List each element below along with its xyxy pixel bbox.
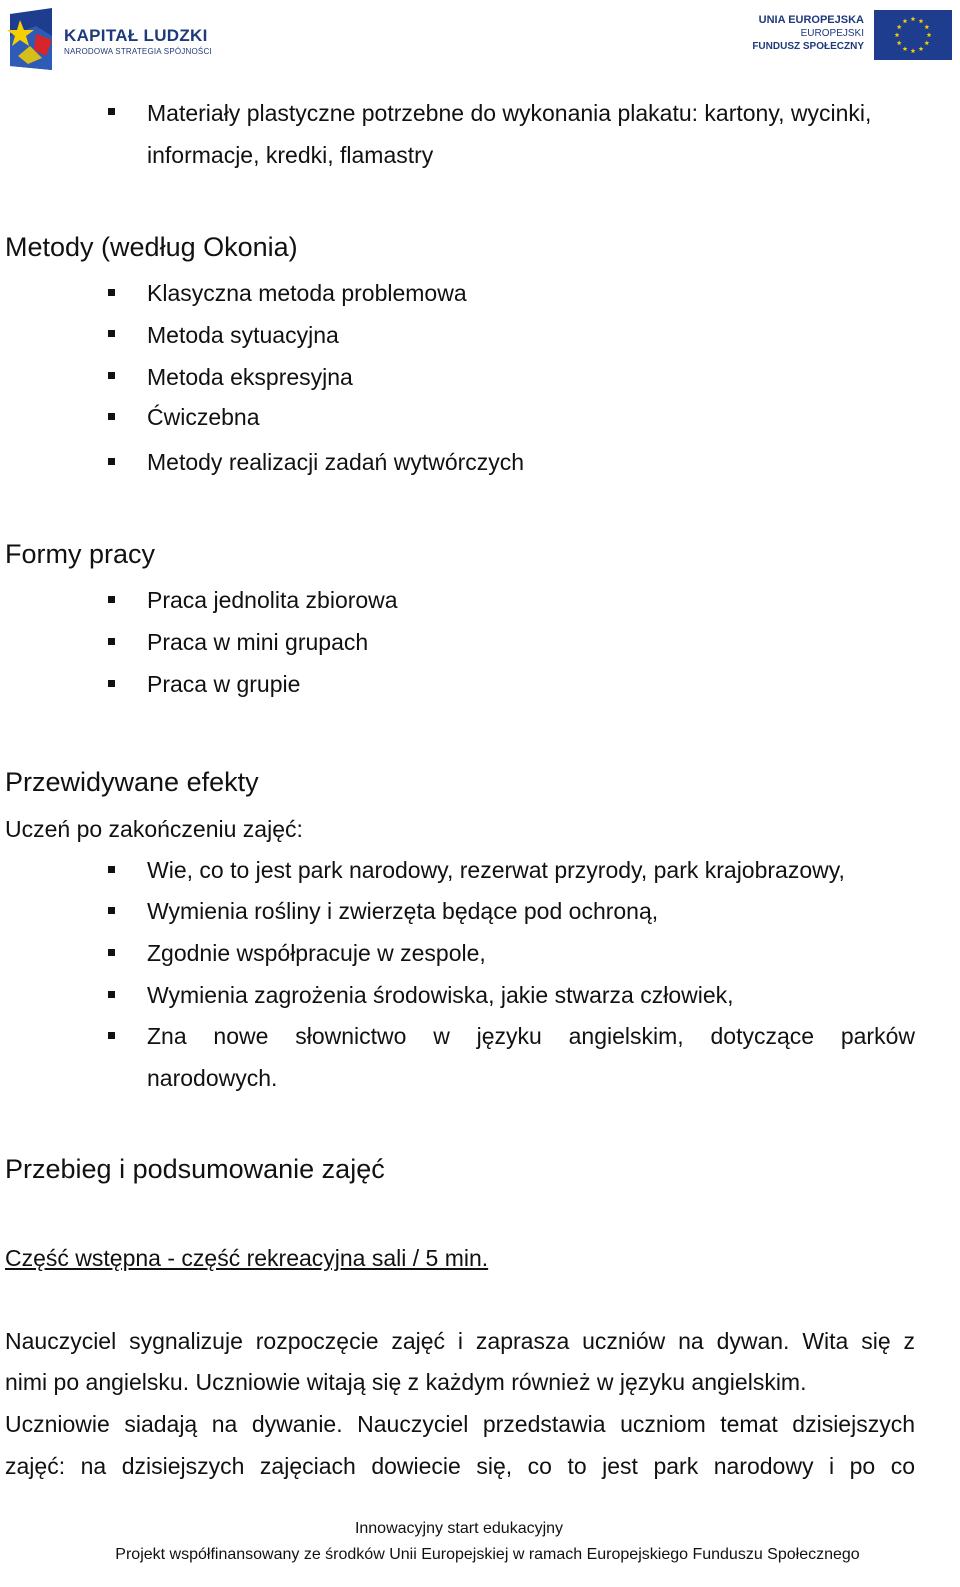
effect-item: Wie, co to jest park narodowy, rezerwat przyrody, park krajobrazowy, [147,857,845,883]
bullet-icon [108,680,115,687]
bullet-icon [108,949,115,956]
bullet-icon [108,1032,115,1039]
effect-item: Zgodnie współpracuje w zespole, [147,940,486,966]
effects-heading: Przewidywane efekty [5,767,259,797]
form-item: Praca w mini grupach [147,629,369,655]
footer-funding-note: Projekt współfinansowany ze środków Unii Europejskiej w ramach Europejskiego Funduszu Społecznego [115,1546,860,1563]
effect-item: Wymienia zagrożenia środowiska, jakie stwarza człowiek, [147,982,734,1008]
kapital-ludzki-title: KAPITAŁ LUDZKI [64,26,208,45]
forms-heading: Formy pracy [5,539,156,569]
bullet-icon [108,108,115,115]
bullet-icon [108,372,115,379]
course-subheading: Część wstępna - część rekreacyjna sali / 5 min. [5,1245,489,1271]
effect-item-last-line1: Zna nowe słownictwo w języku angielskim, dotyczące parków [147,1023,915,1049]
bullet-icon [108,413,115,420]
materials-line1: Materiały plastyczne potrzebne do wykonania plakatu: kartony, wycinki, [147,100,872,126]
method-item: Metody realizacji zadań wytwórczych [147,449,525,475]
methods-heading: Metody (według Okonia) [5,232,298,262]
method-item: Metoda sytuacyjna [147,322,339,348]
effect-item-last-line2: narodowych. [147,1065,278,1091]
bullet-icon [108,330,115,337]
kapital-ludzki-subtitle: NARODOWA STRATEGIA SPÓJNOŚCI [64,47,212,56]
course-paragraph-line: Nauczyciel sygnalizuje rozpoczęcie zajęć i zaprasza uczniów na dywan. Wita się z [5,1328,915,1354]
bullet-icon [108,991,115,998]
form-item: Praca w grupie [147,671,301,697]
effects-intro: Uczeń po zakończeniu zajęć: [5,816,303,842]
eu-line1: UNIA EUROPEJSKA [758,14,864,26]
bullet-icon [108,866,115,873]
page-header [0,0,960,78]
bullet-icon [108,907,115,914]
eu-line3: FUNDUSZ SPOŁECZNY [752,41,864,52]
bullet-icon [108,638,115,645]
method-item: Klasyczna metoda problemowa [147,280,467,306]
method-item: Ćwiczebna [147,404,260,430]
method-item: Metoda ekspresyjna [147,364,353,390]
eu-flag-icon [874,10,952,60]
footer-project-name: Innowacyjny start edukacyjny [354,1520,564,1537]
materials-line2: informacje, kredki, flamastry [147,142,434,168]
bullet-icon [108,458,115,465]
form-item: Praca jednolita zbiorowa [147,587,398,613]
bullet-icon [108,596,115,603]
course-paragraph-line: Uczniowie siadają na dywanie. Nauczyciel przedstawia uczniom temat dzisiejszych [5,1411,915,1437]
eu-logo-text [752,14,864,53]
course-heading: Przebieg i podsumowanie zajęć [5,1154,385,1184]
eu-line2: EUROPEJSKI [800,28,864,39]
course-paragraph-line: nimi po angielsku. Uczniowie witają się z każdym również w języku angielskim. [5,1369,807,1395]
course-paragraph-line: zajęć: na dzisiejszych zajęciach dowiecie się, co to jest park narodowy i po co [5,1453,915,1479]
effect-item: Wymienia rośliny i zwierzęta będące pod ochroną, [147,898,659,924]
bullet-icon [108,289,115,296]
